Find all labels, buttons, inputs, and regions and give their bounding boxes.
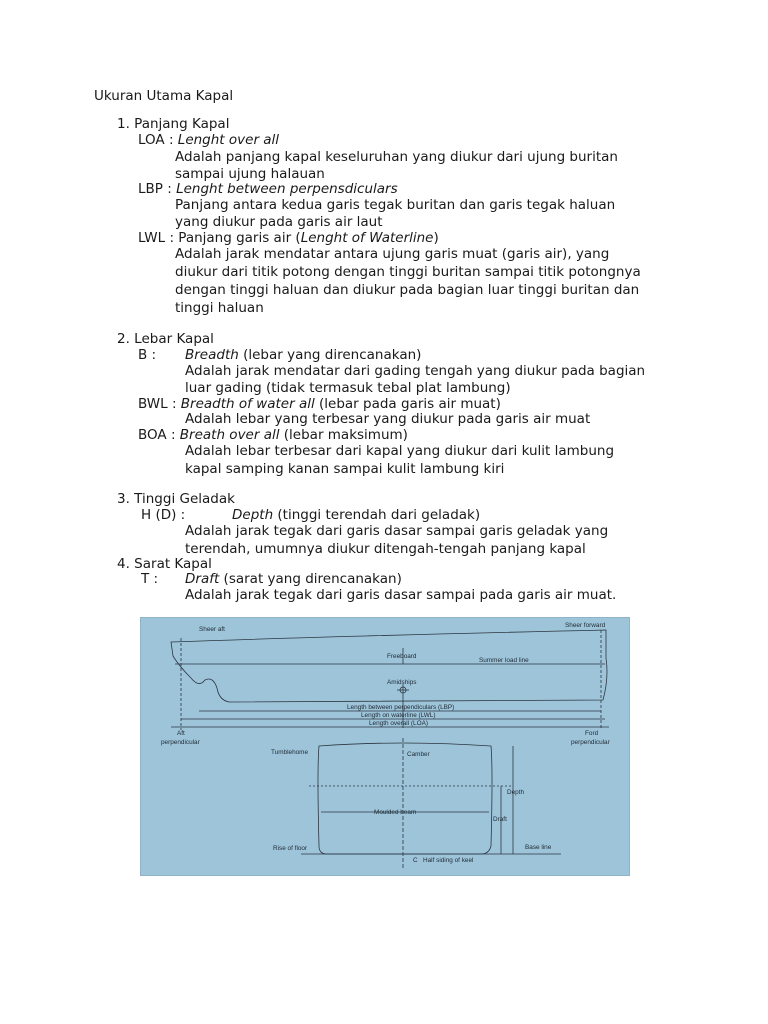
boa-key: BOA : [138,427,180,443]
h-line [232,507,480,523]
loa-desc-1: Adalah panjang kapal keseluruhan yang diukur dari ujung buritan [175,149,618,165]
document-title: Ukuran Utama Kapal [94,88,234,104]
lwl-term: Lenght of Waterline [300,230,434,246]
b-term: Breadth [185,347,239,363]
b-desc-2: luar gading (tidak termasuk tebal plat lambung) [185,380,511,396]
sheer-aft-label: Sheer aft [199,626,225,633]
h-term: Depth [232,507,274,523]
ford-perpendicular-label-1: Ford [585,730,599,737]
boa-rest: (lebar maksimum) [279,427,408,443]
section-1-heading: 1. Panjang Kapal [117,116,230,132]
b-rest: (lebar yang direncanakan) [238,347,422,363]
depth-label: Depth [507,789,525,796]
loa-label: Length overall (LOA) [369,720,428,727]
b-line [185,347,421,363]
h-rest: (tinggi terendah dari geladak) [273,507,481,523]
section-3-heading: 3. Tinggi Geladak [117,491,235,507]
bwl-term: Breadth of water all [180,396,315,412]
summer-load-line-label: Summer load line [479,657,529,664]
t-key: T : [141,571,159,587]
lwl-desc-3: dengan tinggi haluan dan diukur pada bagian luar tinggi buritan dan [175,282,640,298]
h-desc-1: Adalah jarak tegak dari garis dasar sampai garis geladak yang [185,523,609,539]
loa-key: LOA : [138,132,178,148]
section-2-heading: 2. Lebar Kapal [117,331,214,347]
lbp-key: LBP : [138,181,177,197]
moulded-beam-label: Moulded beam [374,809,417,816]
t-rest: (sarat yang direncanakan) [219,571,402,587]
boa-desc-2: kapal samping kanan sampai kulit lambung kiri [185,461,505,477]
lwl-desc-1: Adalah jarak mendatar antara ujung garis muat (garis air), yang [175,246,610,262]
tumblehome-label: Tumblehome [271,749,309,756]
centre-line-mark: C [413,857,418,864]
aft-perpendicular-label-1: Aft [177,730,185,737]
boa-term: Breath over all [179,427,280,443]
lbp-line [138,181,398,197]
boa-line [138,427,408,443]
half-siding-label: Half siding of keel [423,857,474,864]
lwl-close: ) [433,230,439,246]
bwl-desc-1: Adalah lebar yang terbesar yang diukur pada garis air muat [185,411,591,427]
lbp-term: Lenght between perpensdiculars [176,181,398,197]
amidships-label: Amidships [387,679,417,686]
lwl-line [138,230,439,246]
t-desc-1: Adalah jarak tegak dari garis dasar sampai pada garis air muat. [185,587,617,603]
bwl-line [138,396,501,412]
base-line-label: Base line [525,844,552,851]
bwl-rest: (lebar pada garis air muat) [314,396,501,412]
t-term: Draft [185,571,220,587]
lwl-key: LWL : Panjang garis air ( [138,230,301,246]
boa-desc-1: Adalah lebar terbesar dari kapal yang diukur dari kulit lambung [185,443,615,459]
loa-line [138,132,279,148]
b-key: B : [138,347,157,363]
lwl-label: Length on waterline (LWL) [361,712,436,719]
hull-profile [171,630,607,702]
h-desc-2: terendah, umumnya diukur ditengah-tengah panjang kapal [185,541,586,557]
b-desc-1: Adalah jarak mendatar dari gading tengah yang diukur pada bagian [185,363,646,379]
ford-perpendicular-label-2: perpendicular [571,739,610,746]
ship-dimensions-figure [140,617,630,876]
ship-dimensions-diagram [141,618,629,875]
midship-section [318,743,492,854]
lwl-desc-4: tinggi haluan [175,300,264,316]
loa-desc-2: sampai ujung halauan [175,166,325,182]
lbp-desc-2: yang diukur pada garis air laut [175,214,383,230]
draft-label: Draft [493,816,507,823]
lbp-desc-1: Panjang antara kedua garis tegak buritan dan garis tegak haluan [175,197,616,213]
lbp-label: Length between perpendiculars (LBP) [347,704,455,711]
lwl-desc-2: diukur dari titik potong dengan tinggi buritan sampai titik potongnya [175,264,641,280]
t-line [185,571,402,587]
section-4-heading: 4. Sarat Kapal [117,556,212,572]
bwl-key: BWL : [138,396,181,412]
loa-term: Lenght over all [177,132,280,148]
aft-perpendicular-label-2: perpendicular [161,739,200,746]
camber-label: Camber [407,751,430,758]
rise-of-floor-label: Rise of floor [273,845,308,852]
h-key: H (D) : [141,507,186,523]
freeboard-label: Freeboard [387,653,417,660]
sheer-forward-label: Sheer forward [565,622,606,629]
